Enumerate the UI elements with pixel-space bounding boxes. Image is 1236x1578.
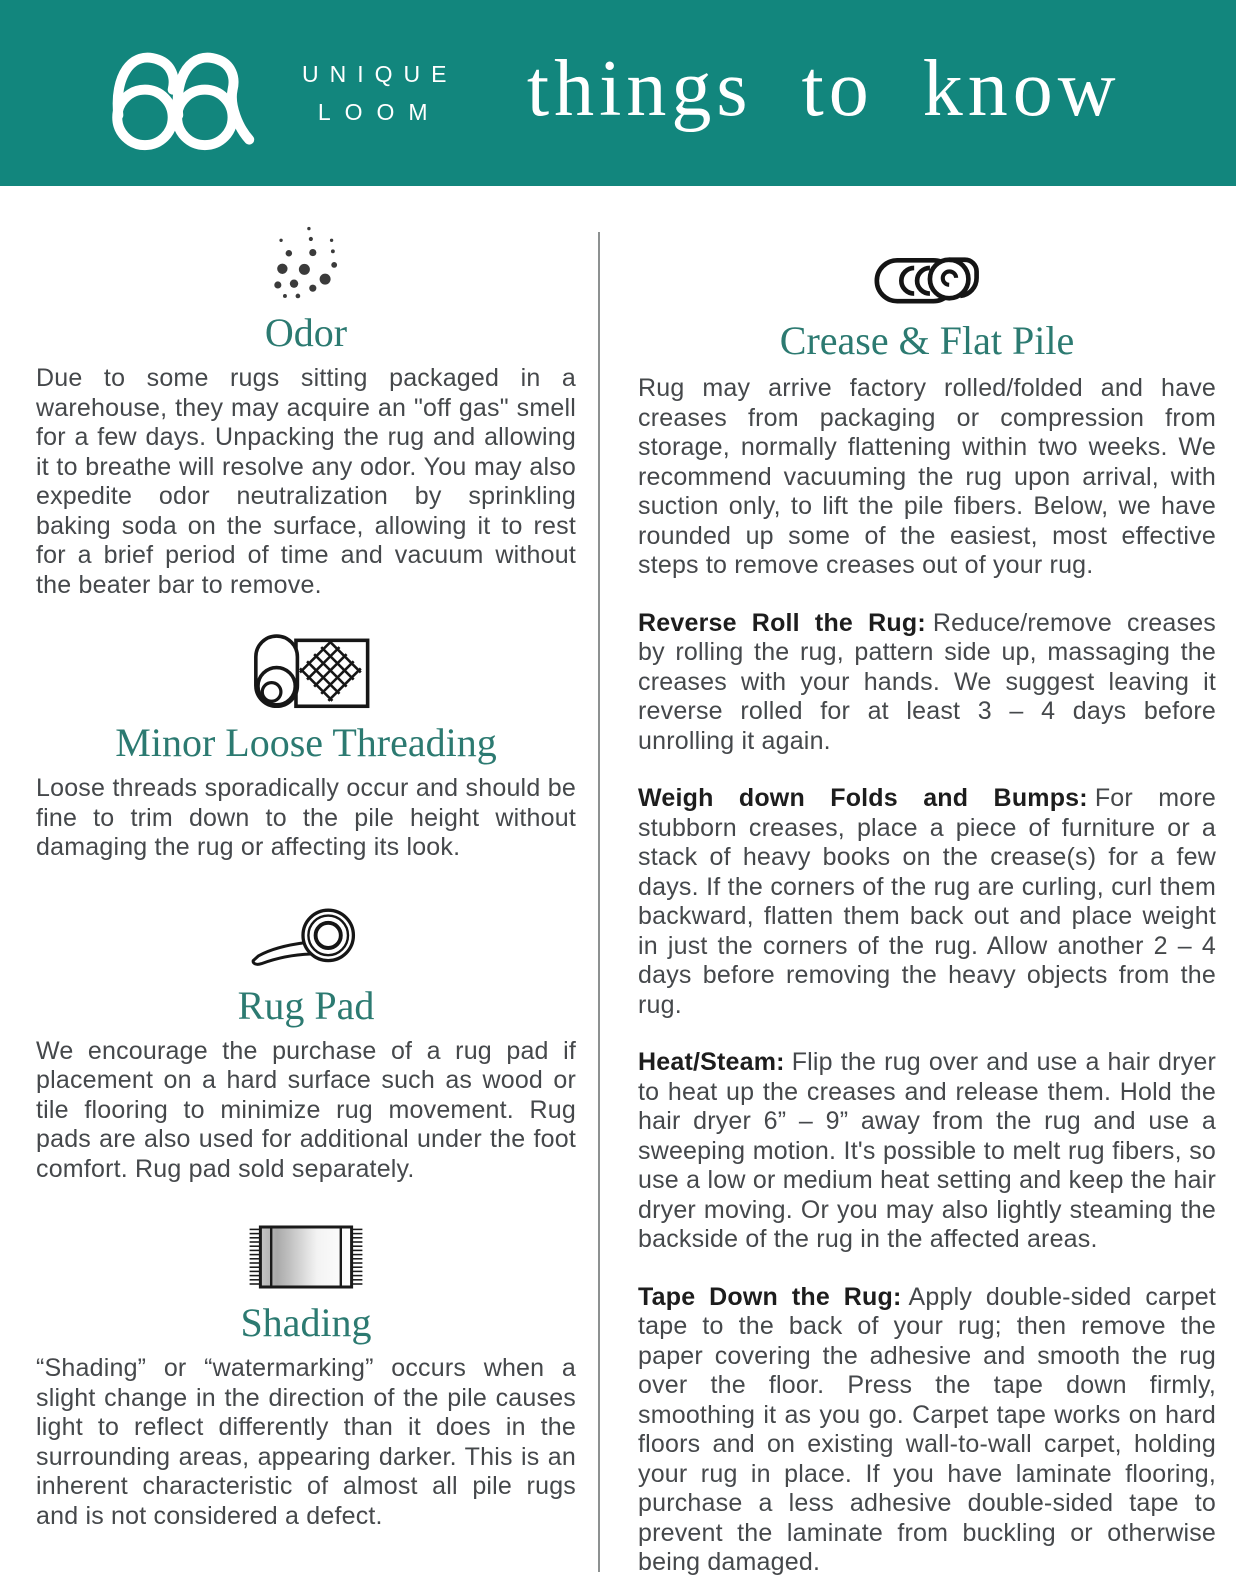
threading-title: Minor Loose Threading [115,720,497,765]
shading-text: “Shading” or “watermarking” occurs when a slight change in the direction of the pile causes light to reflect differently than it does in the surrounding areas, appearing darker. This is an inherent characteristic of almost all pile rugs and is not considered a defect. [36,1354,576,1530]
shading-title: Shading [240,1300,372,1345]
section-odor [36,220,576,600]
section-rug-pad [36,903,576,1185]
crease-intro-text: Rug may arrive factory rolled/folded and have creases from packaging or compression from storage, normally flattening within two weeks. We recommend vacuuming the rug upon arrival, with suction only, to lift the pile fibers. Below, we have rounded up some of the easiest, most effective steps to remove creases out of your rug. [638,374,1216,579]
header-banner [0,0,1236,186]
section-shading [36,1222,576,1531]
tip-tape-down-text: Apply double-sided carpet tape to the back of your rug; then remove the paper covering the adhesive and smooth the rug over the floor. Press the tape down firmly, smoothing it as you go. Carpet tape works on hard floors and on existing wall-to-wall carpet, holding your rug in place. If you have laminate flooring, purchase a less adhesive double-sided tape to prevent the laminate from buckling or otherwise being damaged. [638,1282,1216,1576]
page-title: things to know [526,44,1121,133]
tip-heat-steam-text: Flip the rug over and use a hair dryer to heat up the creases and release them. Hold the hair dryer 6” – 9” away from the rug and use a sweeping motion. It's possible to melt rug fibers, so use a low or medium heat setting and keep the hair dryer moving. Or you may also lightly steaming the backside of the rug in the affected areas. [638,1048,1216,1253]
unique-loom-glasses-logo [88,32,284,154]
section-crease-flat-pile [638,248,1216,1578]
tip-reverse-roll [638,609,1216,757]
tip-weigh-down-text: For more stubborn creases, place a piece of furniture or a stack of heavy books on the crease(s) for a few days. If the corners of the rug are curling, curl them backward, flatten them back out and place weight in just the corners of the rug. Allow another 2 – 4 days before removing the heavy objects from the rug. [638,784,1217,1019]
crease-title: Crease & Flat Pile [779,318,1075,363]
brand-line-loom: LOOM [317,99,442,125]
tip-heat-steam [638,1048,1216,1255]
right-column [600,206,1216,1578]
odor-title: Odor [264,310,348,355]
rug-pad-title: Rug Pad [237,982,375,1028]
threading-text: Loose threads sporadically occur and should be fine to trim down to the pile height without damaging the rug or affecting its look. [36,774,576,861]
odor-text: Due to some rugs sitting packaged in a warehouse, they may acquire an "off gas" smell for a few days. Unpacking the rug and allowing it to breathe will resolve any odor. You may also expedite odor neutralization by sprinkling baking soda on the surface, allowing it to rest for a brief period of time and vacuum without the beater bar to remove. [36,364,576,599]
odor-specks-icon [272,220,340,302]
tip-weigh-down [638,784,1216,1020]
tip-reverse-roll-label: Reverse Roll the Rug: [638,608,926,637]
left-column [36,206,576,1578]
logo-icon-svg [88,32,284,154]
brand-line-unique: UNIQUE [302,61,458,87]
tip-tape-down [638,1283,1216,1578]
rolled-rug-side-icon [871,248,983,310]
tip-weigh-down-label: Weigh down Folds and Bumps: [638,784,1088,812]
tip-tape-down-label: Tape Down the Rug: [638,1282,902,1311]
fringed-rug-shading-icon [240,1222,372,1292]
rolled-rug-crosshatch-icon [231,626,381,712]
content-columns [0,186,1236,1578]
tip-reverse-roll-text: Reduce/remove creases by rolling the rug, pattern side up, massaging the creases with your hands. We suggest leaving it reverse rolled for at least 3 – 4 days before unrolling it again. [638,608,1216,755]
rug-pad-roll-icon [241,903,371,975]
rug-pad-text: We encourage the purchase of a rug pad if placement on a hard surface such as wood or tile flooring to minimize rug movement. Rug pads are also used for additional under the foot comfort. Rug pad sold separately. [36,1036,576,1183]
brand-wordmark [302,55,457,131]
section-minor-loose-threading [36,626,576,863]
tip-heat-steam-label: Heat/Steam: [638,1048,785,1076]
